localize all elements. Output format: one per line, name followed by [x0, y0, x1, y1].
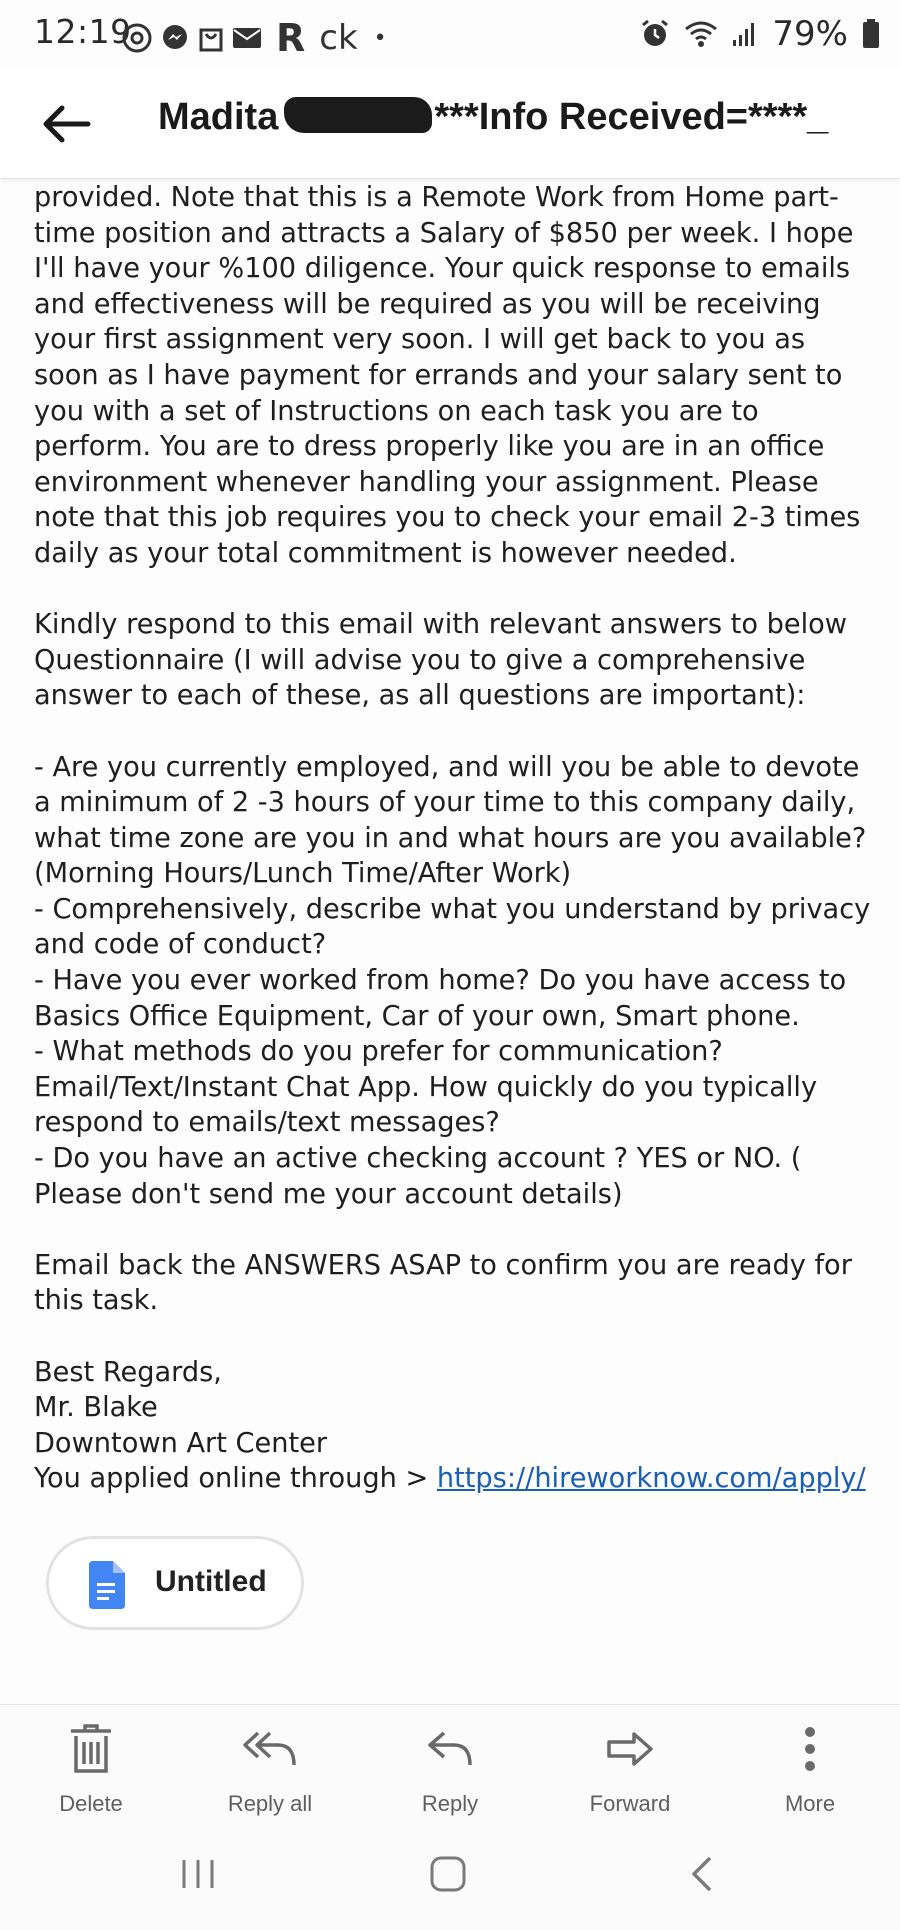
reply-button[interactable] [375, 1723, 525, 1817]
notification-icons [122, 16, 387, 60]
question-item: - Comprehensively, describe what you understand by privacy and code of conduct? [34, 893, 871, 961]
attachment-chip[interactable] [46, 1536, 304, 1630]
more-notifications-dot: • [373, 25, 387, 51]
status-time: 12:19 [34, 12, 132, 51]
delete-label: Delete [59, 1791, 123, 1816]
reply-label: Reply [421, 1791, 479, 1816]
alarm-icon [640, 19, 670, 49]
signal-icon [732, 20, 758, 48]
question-item: - Are you currently employed, and will you be able to devote a minimum of 2 -3 hours of your time to this company daily, what time zone are you in and what hours are you available? (Morning Hours/Lunch Time/After Work) [34, 751, 867, 890]
status-bar [0, 0, 900, 68]
reply-all-icon [242, 1729, 298, 1769]
system-navigation-bar [0, 1834, 900, 1930]
subject-prefix: Madita [158, 96, 279, 138]
threads-icon [122, 23, 152, 53]
reply-all-label: Reply all [227, 1791, 313, 1816]
home-button[interactable] [428, 1854, 468, 1898]
apply-link[interactable]: https://hireworknow.com/apply/ [436, 1463, 866, 1495]
forward-label: Forward [589, 1791, 671, 1816]
recents-button[interactable] [178, 1854, 218, 1898]
carrier-letter: R [276, 16, 306, 60]
sender-org: Downtown Art Center [34, 1427, 328, 1459]
more-button[interactable] [735, 1723, 885, 1817]
sender-name: Mr. Blake [34, 1392, 158, 1424]
subject-suffix: ***Info Received=****_ [434, 96, 829, 138]
email-action-bar [0, 1704, 900, 1835]
more-label: More [784, 1791, 836, 1816]
more-vertical-icon [804, 1726, 816, 1772]
attachment-label: Untitled [155, 1565, 267, 1598]
arrow-left-icon [38, 96, 94, 152]
question-item: - What methods do you prefer for communication? Email/Text/Instant Chat App. How quickly do you typically respond to emails/text messages? [34, 1036, 818, 1139]
delete-button[interactable] [16, 1723, 166, 1817]
messenger-icon [160, 23, 190, 53]
reply-icon [426, 1729, 474, 1769]
back-icon [682, 1854, 722, 1894]
applied-text: You applied online through > [34, 1463, 437, 1495]
body-paragraph: Email back the ANSWERS ASAP to confirm you are ready for this task. [34, 1249, 852, 1317]
redaction-mark [284, 97, 432, 133]
home-icon [428, 1854, 468, 1894]
carrier-text: ck [319, 18, 358, 58]
email-subject [158, 96, 828, 139]
forward-button[interactable] [555, 1723, 705, 1817]
email-header [0, 68, 900, 179]
reply-all-button[interactable] [195, 1723, 345, 1817]
battery-icon [862, 19, 880, 49]
email-body [34, 180, 874, 1497]
question-item: - Do you have an active checking account ? YES or NO. ( Please don't send me your account details) [34, 1143, 802, 1210]
system-icons [640, 14, 880, 54]
forward-icon [606, 1731, 654, 1767]
mail-icon [232, 26, 262, 50]
back-button[interactable] [38, 96, 94, 152]
bag-icon [198, 24, 224, 52]
trash-icon [69, 1724, 113, 1774]
recents-icon [178, 1854, 218, 1894]
signoff: Best Regards, [34, 1356, 222, 1388]
wifi-icon [684, 20, 718, 48]
google-docs-icon [87, 1561, 127, 1613]
nav-back-button[interactable] [682, 1854, 722, 1898]
body-paragraph: provided. Note that this is a Remote Work from Home part-time position and attracts a Salary of $850 per week. I hope I'll have your %100 diligence. Your quick response to emails and effectiveness will be required as you will be receiving your first assignment very soon. I will get back to you as soon as I have payment for errands and your salary sent to you with a set of Instructions on each task you are to perform. You are to dress properly like you are in an office environment whenever handling your assignment. Please note that this job requires you to check your email 2-3 times daily as your total commitment is however needed. [34, 182, 861, 569]
question-item: - Have you ever worked from home? Do you have access to Basics Office Equipment, Car of your own, Smart phone. [34, 965, 847, 1032]
battery-percent: 79% [772, 14, 848, 54]
applied-line [34, 1461, 874, 1497]
body-paragraph: Kindly respond to this email with relevant answers to below Questionnaire (I will advise you to give a comprehensive answer to each of these, as all questions are important): [34, 609, 847, 712]
